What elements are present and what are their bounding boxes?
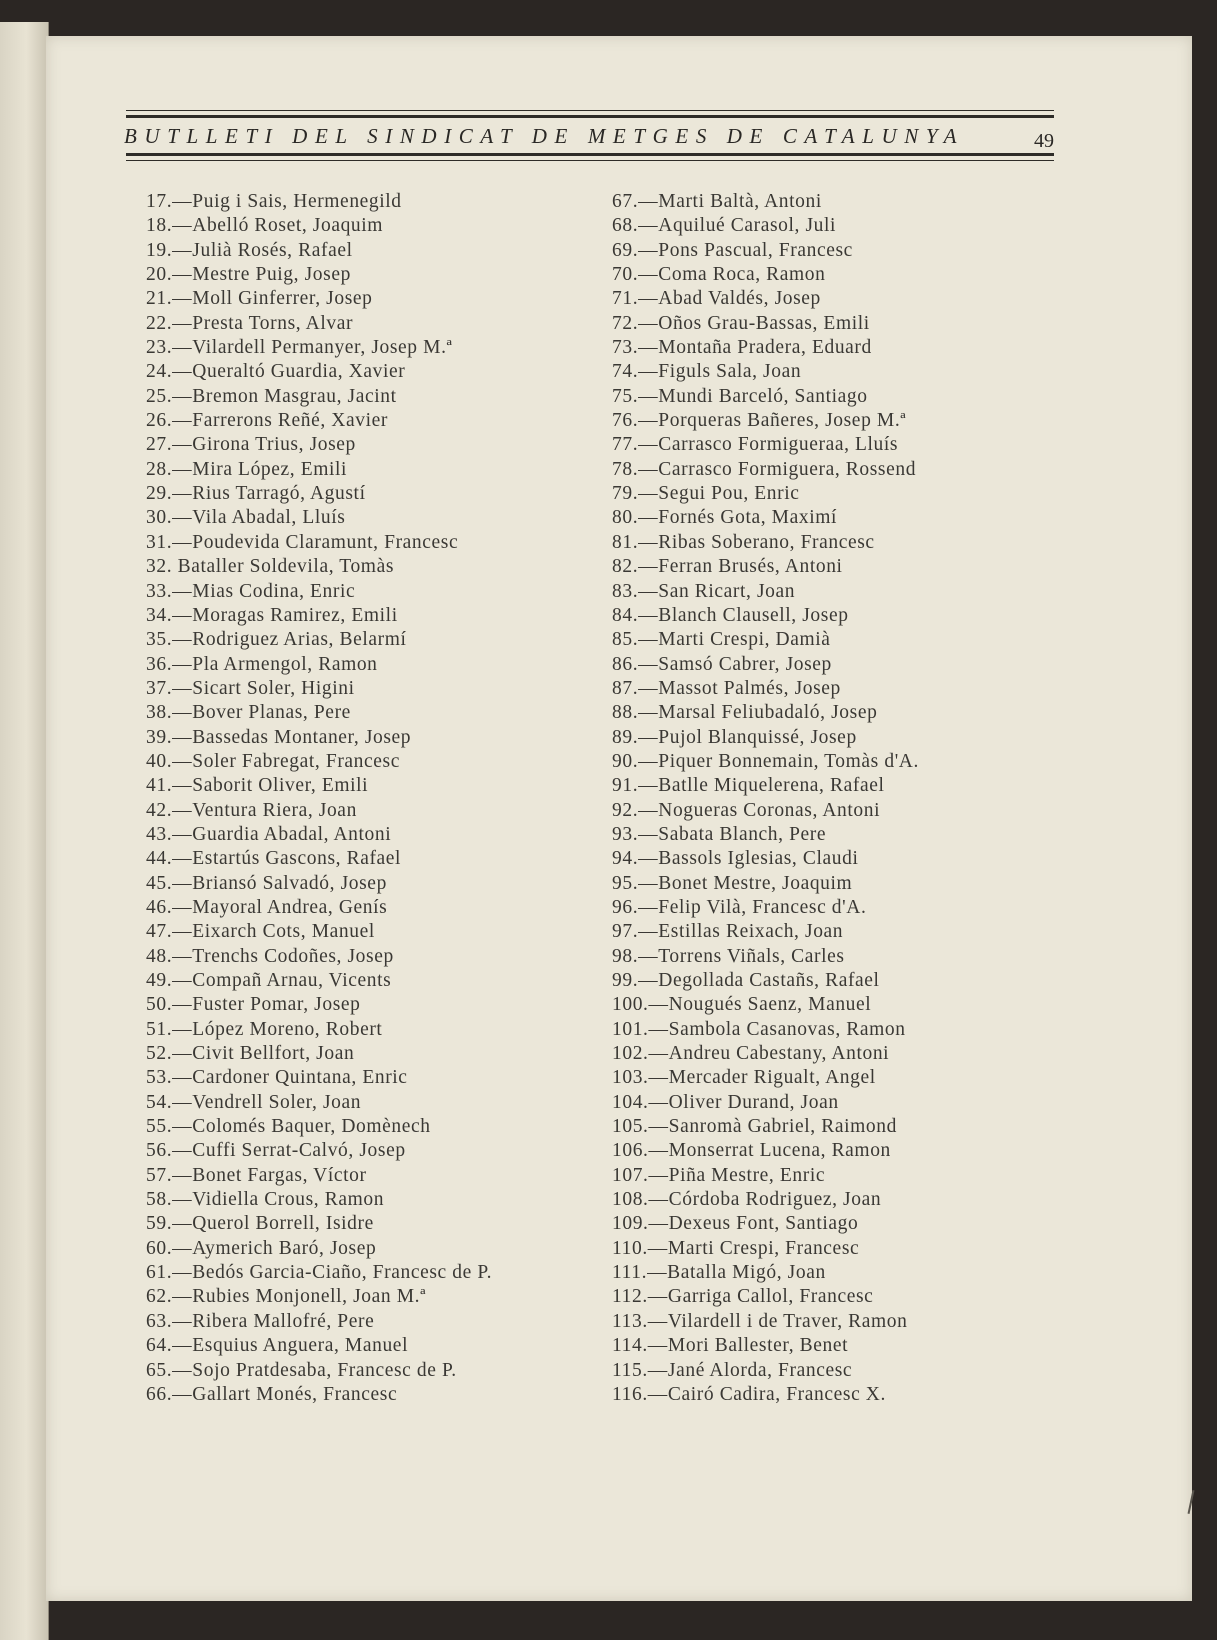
list-item: 66.—Gallart Monés, Francesc: [146, 1383, 398, 1405]
list-item: 53.—Cardoner Quintana, Enric: [146, 1067, 408, 1089]
list-item: 89.—Pujol Blanquissé, Josep: [612, 726, 857, 748]
list-item: 78.—Carrasco Formiguera, Rossend: [612, 458, 917, 480]
list-item: 42.—Ventura Riera, Joan: [146, 799, 357, 821]
list-item: 111.—Batalla Migó, Joan: [612, 1262, 826, 1284]
list-item: 114.—Mori Ballester, Benet: [612, 1335, 849, 1357]
header-rule: [126, 110, 1054, 111]
list-item: 36.—Pla Armengol, Ramon: [146, 653, 378, 675]
list-item: 43.—Guardia Abadal, Antoni: [146, 823, 392, 845]
list-item: 61.—Bedós Garcia-Ciaño, Francesc de P.: [146, 1262, 493, 1284]
list-item: 24.—Queraltó Guardia, Xavier: [146, 361, 406, 383]
list-item: 71.—Abad Valdés, Josep: [612, 288, 821, 310]
list-item: 88.—Marsal Feliubadaló, Josep: [612, 702, 878, 724]
list-item: 72.—Oños Grau-Bassas, Emili: [612, 312, 870, 334]
list-item: 86.—Samsó Cabrer, Josep: [612, 653, 832, 675]
list-item: 23.—Vilardell Permanyer, Josep M.ª: [146, 337, 453, 359]
list-item: 51.—López Moreno, Robert: [146, 1018, 383, 1040]
list-item: 44.—Estartús Gascons, Rafael: [146, 848, 402, 870]
list-item: 64.—Esquius Anguera, Manuel: [146, 1335, 409, 1357]
list-item: 34.—Moragas Ramirez, Emili: [146, 604, 398, 626]
list-item: 22.—Presta Torns, Alvar: [146, 312, 354, 334]
journal-title: BUTLLETI DEL SINDICAT DE METGES DE CATALUNYA: [124, 124, 965, 148]
page-number: 49: [1034, 130, 1054, 152]
list-item: 90.—Piquer Bonnemain, Tomàs d'A.: [612, 750, 919, 772]
list-item: 37.—Sicart Soler, Higini: [146, 677, 355, 699]
list-item: 41.—Saborit Oliver, Emili: [146, 775, 369, 797]
list-item: 58.—Vidiella Crous, Ramon: [146, 1189, 385, 1211]
list-item: 32. Bataller Soldevila, Tomàs: [146, 556, 395, 578]
list-item: 101.—Sambola Casanovas, Ramon: [612, 1018, 906, 1040]
list-item: 52.—Civit Bellfort, Joan: [146, 1043, 355, 1065]
list-item: 96.—Felip Vilà, Francesc d'A.: [612, 896, 867, 918]
list-item: 35.—Rodriguez Arias, Belarmí: [146, 629, 407, 651]
list-item: 97.—Estillas Reixach, Joan: [612, 921, 844, 943]
list-item: 17.—Puig i Sais, Hermenegild: [146, 191, 402, 212]
facing-page-edge: [0, 22, 49, 1640]
list-item: 73.—Montaña Pradera, Eduard: [612, 337, 872, 359]
list-item: 62.—Rubies Monjonell, Joan M.ª: [146, 1286, 427, 1308]
list-item: 100.—Nougués Saenz, Manuel: [612, 994, 872, 1016]
header-rule: [126, 160, 1054, 161]
list-item: 25.—Bremon Masgrau, Jacint: [146, 385, 397, 407]
list-item: 21.—Moll Ginferrer, Josep: [146, 288, 373, 310]
list-item: 93.—Sabata Blanch, Pere: [612, 823, 827, 845]
list-item: 68.—Aquilué Carasol, Juli: [612, 215, 837, 237]
list-item: 110.—Marti Crespi, Francesc: [612, 1237, 860, 1259]
list-item: 19.—Julià Rosés, Rafael: [146, 239, 353, 261]
list-item: 60.—Aymerich Baró, Josep: [146, 1237, 377, 1259]
list-item: 20.—Mestre Puig, Josep: [146, 264, 351, 286]
list-item: 65.—Sojo Pratdesaba, Francesc de P.: [146, 1359, 457, 1381]
list-item: 49.—Compañ Arnau, Vicents: [146, 970, 392, 991]
list-item: 54.—Vendrell Soler, Joan: [146, 1091, 362, 1113]
list-item: 27.—Girona Trius, Josep: [146, 434, 356, 456]
list-item: 57.—Bonet Fargas, Víctor: [146, 1164, 367, 1186]
list-item: 59.—Querol Borrell, Isidre: [146, 1213, 374, 1235]
list-item: 113.—Vilardell i de Traver, Ramon: [612, 1310, 908, 1332]
list-item: 81.—Ribas Soberano, Francesc: [612, 531, 875, 553]
list-item: 109.—Dexeus Font, Santiago: [612, 1213, 859, 1235]
list-item: 115.—Jané Alorda, Francesc: [612, 1359, 853, 1381]
list-item: 87.—Massot Palmés, Josep: [612, 677, 841, 699]
list-item: 45.—Briansó Salvadó, Josep: [146, 872, 387, 894]
list-item: 30.—Vila Abadal, Lluís: [146, 507, 346, 529]
list-item: 84.—Blanch Clausell, Josep: [612, 604, 849, 626]
list-item: 48.—Trenchs Codoñes, Josep: [146, 945, 394, 967]
list-item: 102.—Andreu Cabestany, Antoni: [612, 1043, 890, 1065]
list-item: 106.—Monserrat Lucena, Ramon: [612, 1140, 891, 1162]
list-item: 83.—San Ricart, Joan: [612, 580, 796, 602]
list-item: 70.—Coma Roca, Ramon: [612, 264, 826, 286]
list-item: 94.—Bassols Iglesias, Claudi: [612, 848, 859, 870]
list-item: 38.—Bover Planas, Pere: [146, 702, 351, 724]
member-list-right-column: [612, 190, 1042, 1407]
list-item: 55.—Colomés Baquer, Domènech: [146, 1116, 431, 1138]
list-item: 50.—Fuster Pomar, Josep: [146, 994, 361, 1016]
list-item: 116.—Cairó Cadira, Francesc X.: [612, 1383, 886, 1405]
list-item: 98.—Torrens Viñals, Carles: [612, 945, 845, 967]
list-item: 105.—Sanromà Gabriel, Raimond: [612, 1116, 897, 1138]
list-item: 33.—Mias Codina, Enric: [146, 580, 356, 602]
list-item: 82.—Ferran Brusés, Antoni: [612, 556, 843, 578]
header-rule: [126, 115, 1054, 118]
member-list-left-column: [146, 190, 586, 1407]
list-item: 95.—Bonet Mestre, Joaquim: [612, 872, 853, 894]
list-item: 80.—Fornés Gota, Maximí: [612, 507, 838, 529]
list-item: 75.—Mundi Barceló, Santiago: [612, 385, 868, 407]
list-item: 28.—Mira López, Emili: [146, 458, 348, 480]
list-item: 18.—Abelló Roset, Joaquim: [146, 215, 384, 237]
list-item: 104.—Oliver Durand, Joan: [612, 1091, 839, 1113]
header-rule: [126, 153, 1054, 156]
list-item: 63.—Ribera Mallofré, Pere: [146, 1310, 375, 1332]
list-item: 47.—Eixarch Cots, Manuel: [146, 921, 375, 943]
list-item: 91.—Batlle Miquelerena, Rafael: [612, 775, 885, 797]
list-item: 40.—Soler Fabregat, Francesc: [146, 750, 400, 772]
list-item: 26.—Farrerons Reñé, Xavier: [146, 410, 388, 432]
list-item: 74.—Figuls Sala, Joan: [612, 361, 802, 383]
list-item: 31.—Poudevida Claramunt, Francesc: [146, 531, 459, 553]
list-item: 108.—Córdoba Rodriguez, Joan: [612, 1189, 882, 1211]
list-item: 67.—Marti Baltà, Antoni: [612, 191, 822, 212]
list-item: 56.—Cuffi Serrat-Calvó, Josep: [146, 1140, 406, 1162]
list-item: 69.—Pons Pascual, Francesc: [612, 239, 853, 261]
list-item: 76.—Porqueras Bañeres, Josep M.ª: [612, 410, 907, 432]
list-item: 39.—Bassedas Montaner, Josep: [146, 726, 412, 748]
list-item: 29.—Rius Tarragó, Agustí: [146, 483, 366, 505]
list-item: 92.—Nogueras Coronas, Antoni: [612, 799, 881, 821]
list-item: 99.—Degollada Castañs, Rafael: [612, 970, 880, 991]
list-item: 85.—Marti Crespi, Damià: [612, 629, 831, 651]
list-item: 77.—Carrasco Formigueraa, Lluís: [612, 434, 899, 456]
list-item: 103.—Mercader Rigualt, Angel: [612, 1067, 876, 1089]
list-item: 79.—Segui Pou, Enric: [612, 483, 800, 505]
running-header: [126, 108, 1054, 168]
list-item: 46.—Mayoral Andrea, Genís: [146, 896, 388, 918]
list-item: 107.—Piña Mestre, Enric: [612, 1164, 826, 1186]
list-item: 112.—Garriga Callol, Francesc: [612, 1286, 874, 1308]
